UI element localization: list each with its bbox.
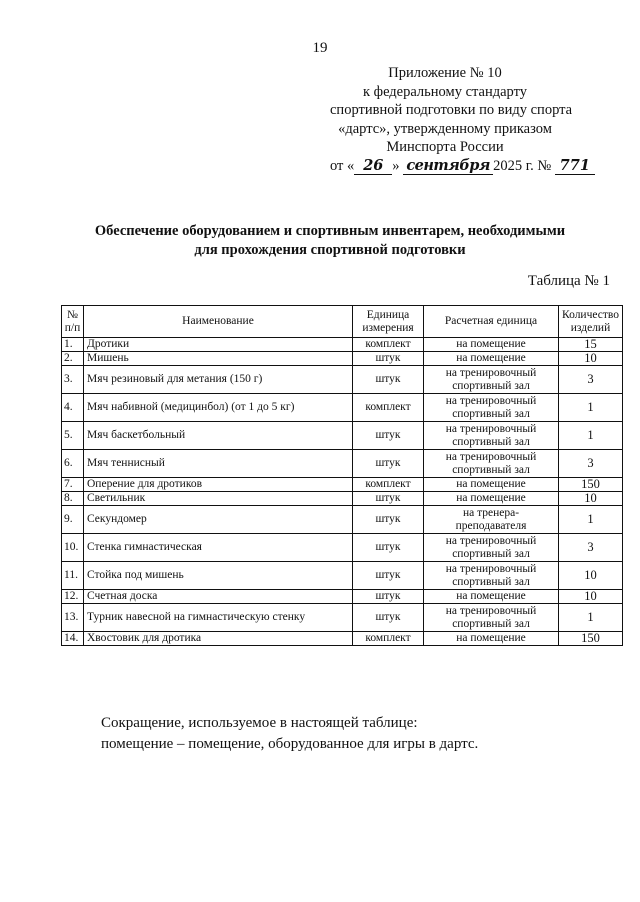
appendix-line: Минспорта России bbox=[386, 139, 504, 155]
item-calc-unit: на помещение bbox=[424, 352, 559, 366]
handwritten-month: сентября bbox=[403, 158, 493, 175]
item-calc-unit: на тренировочный спортивный зал bbox=[424, 422, 559, 450]
item-name: Стенка гимнастическая bbox=[84, 534, 353, 562]
item-calc-unit: на помещение bbox=[424, 478, 559, 492]
item-name: Оперение для дротиков bbox=[84, 478, 353, 492]
item-calc-unit: на помещение bbox=[424, 632, 559, 646]
date-quote: » bbox=[392, 157, 400, 174]
table-body bbox=[62, 338, 623, 646]
row-number: 11. bbox=[62, 562, 84, 590]
appendix-line: Приложение № 10 bbox=[388, 65, 502, 81]
item-quantity: 10 bbox=[559, 352, 623, 366]
item-name: Стойка под мишень bbox=[84, 562, 353, 590]
table-row bbox=[62, 394, 623, 422]
item-name: Мишень bbox=[84, 352, 353, 366]
item-unit: штук bbox=[353, 422, 424, 450]
item-quantity: 3 bbox=[559, 450, 623, 478]
item-name: Мяч резиновый для метания (150 г) bbox=[84, 366, 353, 394]
row-number: 7. bbox=[62, 478, 84, 492]
item-calc-unit: на помещение bbox=[424, 338, 559, 352]
table-header-row bbox=[62, 306, 623, 338]
item-quantity: 150 bbox=[559, 632, 623, 646]
header-qty: Количество изделий bbox=[559, 306, 623, 338]
item-unit: комплект bbox=[353, 632, 424, 646]
date-prefix: от « bbox=[330, 157, 355, 174]
appendix-line: к федеральному стандарту bbox=[363, 83, 527, 100]
handwritten-order-number: 771 bbox=[555, 158, 595, 175]
item-unit: штук bbox=[353, 366, 424, 394]
item-calc-unit: на тренировочный спортивный зал bbox=[424, 604, 559, 632]
item-name: Секундомер bbox=[84, 506, 353, 534]
table-row bbox=[62, 478, 623, 492]
row-number: 4. bbox=[62, 394, 84, 422]
table-row bbox=[62, 450, 623, 478]
item-calc-unit: на тренировочный спортивный зал bbox=[424, 450, 559, 478]
row-number: 8. bbox=[62, 492, 84, 506]
item-calc-unit: на тренировочный спортивный зал bbox=[424, 394, 559, 422]
item-name: Дротики bbox=[84, 338, 353, 352]
item-unit: штук bbox=[353, 492, 424, 506]
equipment-table bbox=[61, 305, 623, 646]
item-calc-unit: на тренировочный спортивный зал bbox=[424, 534, 559, 562]
header-num: № п/п bbox=[62, 306, 84, 338]
item-name: Светильник bbox=[84, 492, 353, 506]
table-row bbox=[62, 590, 623, 604]
row-number: 3. bbox=[62, 366, 84, 394]
item-quantity: 15 bbox=[559, 338, 623, 352]
table-row bbox=[62, 604, 623, 632]
table-row bbox=[62, 506, 623, 534]
equipment-table-container bbox=[61, 305, 623, 646]
item-quantity: 1 bbox=[559, 422, 623, 450]
item-quantity: 10 bbox=[559, 562, 623, 590]
row-number: 13. bbox=[62, 604, 84, 632]
item-name: Турник навесной на гимнастическую стенку bbox=[84, 604, 353, 632]
header-calc: Расчетная единица bbox=[424, 306, 559, 338]
item-name: Мяч набивной (медицинбол) (от 1 до 5 кг) bbox=[84, 394, 353, 422]
item-calc-unit: на тренера- преподавателя bbox=[424, 506, 559, 534]
item-quantity: 150 bbox=[559, 478, 623, 492]
handwritten-day: 26 bbox=[354, 158, 392, 175]
appendix-line: «дартс», утвержденному приказом bbox=[338, 120, 552, 137]
footnote-line: Сокращение, используемое в настоящей таблице: bbox=[101, 715, 418, 731]
item-calc-unit: на тренировочный спортивный зал bbox=[424, 366, 559, 394]
item-unit: комплект bbox=[353, 338, 424, 352]
item-unit: штук bbox=[353, 562, 424, 590]
item-calc-unit: на помещение bbox=[424, 590, 559, 604]
item-unit: комплект bbox=[353, 394, 424, 422]
header-unit: Единица измерения bbox=[353, 306, 424, 338]
title-line: Обеспечение оборудованием и спортивным инвентарем, необходимыми bbox=[94, 223, 566, 239]
item-unit: штук bbox=[353, 534, 424, 562]
header-name: Наименование bbox=[84, 306, 353, 338]
item-unit: штук bbox=[353, 604, 424, 632]
item-unit: штук bbox=[353, 450, 424, 478]
appendix-line: спортивной подготовки по виду спорта bbox=[330, 102, 573, 118]
row-number: 14. bbox=[62, 632, 84, 646]
year-text: 2025 г. № bbox=[493, 157, 552, 174]
footnote-line: помещение – помещение, оборудованное для игры в дартс. bbox=[101, 736, 479, 752]
appendix-block bbox=[330, 64, 590, 175]
order-date-line bbox=[330, 156, 590, 176]
table-row bbox=[62, 366, 623, 394]
table-row bbox=[62, 352, 623, 366]
item-quantity: 10 bbox=[559, 492, 623, 506]
item-name: Хвостовик для дротика bbox=[84, 632, 353, 646]
table-row bbox=[62, 422, 623, 450]
item-calc-unit: на помещение bbox=[424, 492, 559, 506]
item-name: Счетная доска bbox=[84, 590, 353, 604]
item-name: Мяч баскетбольный bbox=[84, 422, 353, 450]
item-calc-unit: на тренировочный спортивный зал bbox=[424, 562, 559, 590]
row-number: 2. bbox=[62, 352, 84, 366]
item-name: Мяч теннисный bbox=[84, 450, 353, 478]
table-row bbox=[62, 338, 623, 352]
document-title bbox=[60, 222, 600, 260]
row-number: 1. bbox=[62, 338, 84, 352]
item-quantity: 3 bbox=[559, 366, 623, 394]
row-number: 6. bbox=[62, 450, 84, 478]
footnote bbox=[101, 713, 478, 755]
table-row bbox=[62, 534, 623, 562]
item-quantity: 1 bbox=[559, 604, 623, 632]
item-unit: штук bbox=[353, 506, 424, 534]
table-row bbox=[62, 562, 623, 590]
item-unit: штук bbox=[353, 590, 424, 604]
row-number: 10. bbox=[62, 534, 84, 562]
page-number: 19 bbox=[312, 40, 328, 56]
item-quantity: 10 bbox=[559, 590, 623, 604]
item-unit: штук bbox=[353, 352, 424, 366]
item-quantity: 3 bbox=[559, 534, 623, 562]
item-quantity: 1 bbox=[559, 394, 623, 422]
item-unit: комплект bbox=[353, 478, 424, 492]
table-row bbox=[62, 632, 623, 646]
title-line: для прохождения спортивной подготовки bbox=[194, 242, 466, 258]
row-number: 12. bbox=[62, 590, 84, 604]
table-row bbox=[62, 492, 623, 506]
row-number: 9. bbox=[62, 506, 84, 534]
table-caption: Таблица № 1 bbox=[527, 273, 610, 289]
row-number: 5. bbox=[62, 422, 84, 450]
item-quantity: 1 bbox=[559, 506, 623, 534]
